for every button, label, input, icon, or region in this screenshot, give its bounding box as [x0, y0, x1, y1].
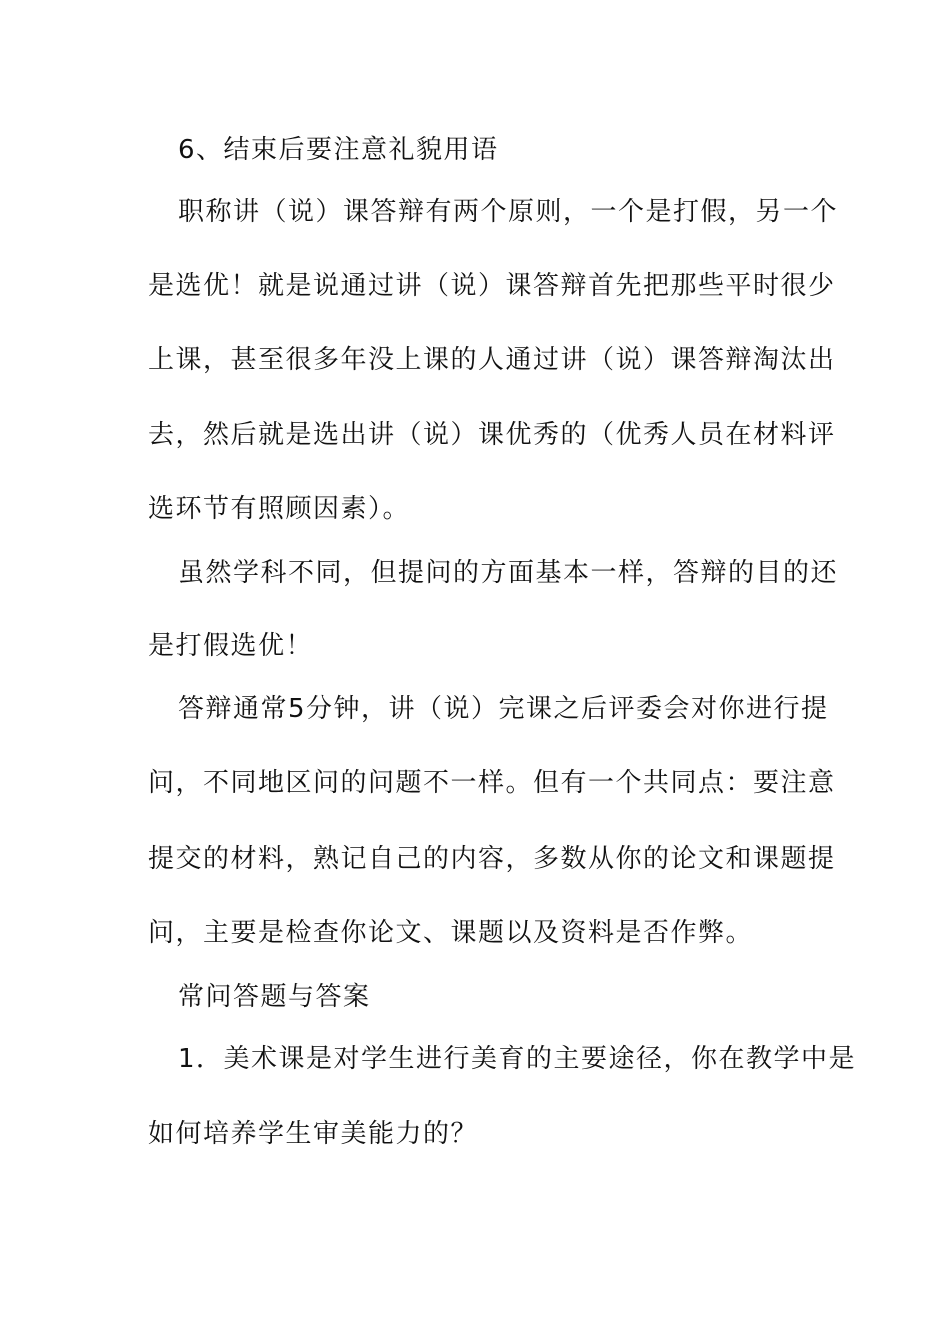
paragraph-principles-line-2: 是选优！就是说通过讲（说）课答辩首先把那些平时很少 — [148, 271, 836, 301]
section-heading-common-questions: 常问答题与答案 — [178, 982, 371, 1012]
paragraph-heading-etiquette: 6、结束后要注意礼貌用语 — [178, 135, 499, 165]
paragraph-principles-line-4: 去，然后就是选出讲（说）课优秀的（优秀人员在材料评 — [148, 420, 836, 450]
paragraph-subjects-line-1: 虽然学科不同，但提问的方面基本一样，答辩的目的还 — [178, 558, 839, 588]
paragraph-duration-line-2: 问，不同地区问的问题不一样。但有一个共同点：要注意 — [148, 768, 836, 798]
question-1-line-1: 1．美术课是对学生进行美育的主要途径，你在教学中是 — [178, 1044, 857, 1074]
paragraph-duration-line-3: 提交的材料，熟记自己的内容，多数从你的论文和课题提 — [148, 844, 836, 874]
question-1-line-2: 如何培养学生审美能力的？ — [148, 1119, 479, 1149]
paragraph-principles-line-3: 上课，甚至很多年没上课的人通过讲（说）课答辩淘汰出 — [148, 345, 836, 375]
paragraph-subjects-line-2: 是打假选优！ — [148, 631, 314, 661]
paragraph-duration-line-4: 问，主要是检查你论文、课题以及资料是否作弊。 — [148, 918, 754, 948]
paragraph-principles-line-1: 职称讲（说）课答辩有两个原则，一个是打假，另一个 — [178, 197, 839, 227]
paragraph-duration-line-1: 答辩通常5分钟，讲（说）完课之后评委会对你进行提 — [178, 694, 829, 724]
paragraph-principles-line-5: 选环节有照顾因素）。 — [148, 494, 411, 524]
